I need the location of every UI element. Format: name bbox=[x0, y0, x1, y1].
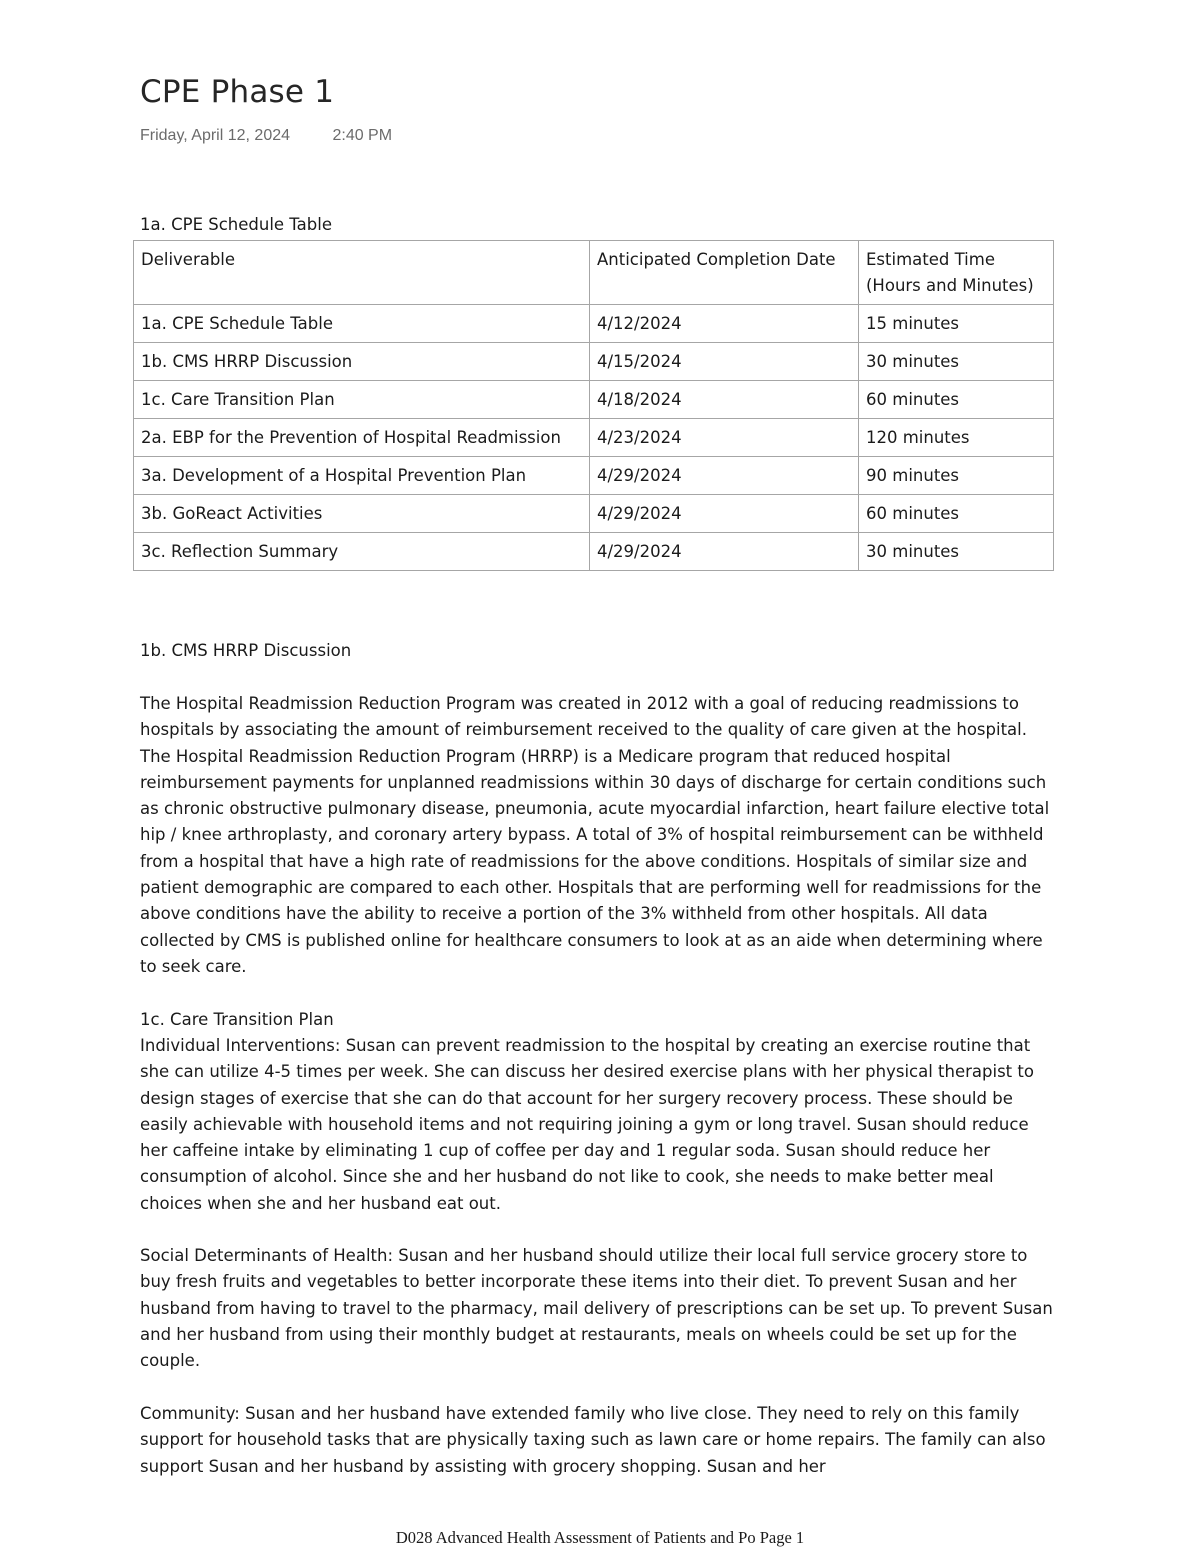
individual-interventions-paragraph: Individual Interventions: Susan can prevent readmission to the hospital by creating an exercise routine that she can utilize 4-5 times per week. She can discuss her desired exercise plans with her physical therapist to design stages of exercise that she can do that account for her surgery recovery process. These should be easily achievable with household items and not requiring joining a gym or long travel. Susan should reduce her caffeine intake by eliminating 1 cup of coffee per day and 1 regular soda. Susan should reduce her consumption of alcohol. Since she and her husband do not like to cook, she needs to make better meal choices when she and her husband eat out. bbox=[140, 1036, 1034, 1213]
hrrp-paragraph: The Hospital Readmission Reduction Program was created in 2012 with a goal of reducing readmissions to hospitals by associating the amount of reimbursement received to the quality of care given at the hospital. The Hospital Readmission Reduction Program (HRRP) is a Medicare program that reduced hospital reimbursement payments for unplanned readmissions within 30 days of discharge for certain conditions such as chronic obstructive pulmonary disease, pneumonia, acute myocardial infarction, heart failure elective total hip / knee arthroplasty, and coronary artery bypass. A total of 3% of hospital reimbursement can be withheld from a hospital that have a high rate of readmissions for the above conditions. Hospitals of similar size and patient demographic are compared to each other. Hospitals that are performing well for readmissions for the above conditions have the ability to receive a portion of the 3% withheld from other hospitals. All data collected by CMS is published online for healthcare consumers to look at as an aide when determining where to seek care. bbox=[140, 694, 1050, 976]
table-cell: 4/12/2024 bbox=[590, 305, 859, 343]
table-cell: 120 minutes bbox=[859, 419, 1054, 457]
table-cell: 30 minutes bbox=[859, 533, 1054, 571]
table-cell: 4/15/2024 bbox=[590, 343, 859, 381]
table-cell: 15 minutes bbox=[859, 305, 1054, 343]
table-cell: 4/29/2024 bbox=[590, 495, 859, 533]
table-cell: 1a. CPE Schedule Table bbox=[134, 305, 590, 343]
table-header-cell: Anticipated Completion Date bbox=[590, 241, 859, 305]
table-row bbox=[134, 495, 1054, 533]
table-row bbox=[134, 419, 1054, 457]
table-cell: 1c. Care Transition Plan bbox=[134, 381, 590, 419]
table-cell: 60 minutes bbox=[859, 381, 1054, 419]
page-time: 2:40 PM bbox=[332, 127, 393, 144]
table-cell: 4/18/2024 bbox=[590, 381, 859, 419]
hrrp-heading: 1b. CMS HRRP Discussion bbox=[140, 641, 352, 660]
page-date: Friday, April 12, 2024 bbox=[140, 127, 291, 144]
table-cell: 2a. EBP for the Prevention of Hospital Readmission bbox=[134, 419, 590, 457]
table-row bbox=[134, 381, 1054, 419]
table-cell: 1b. CMS HRRP Discussion bbox=[134, 343, 590, 381]
page-title: CPE Phase 1 bbox=[140, 74, 335, 110]
table-row bbox=[134, 533, 1054, 571]
social-determinants-paragraph: Social Determinants of Health: Susan and her husband should utilize their local full service grocery store to buy fresh fruits and vegetables to better incorporate these items into their diet. To prevent Susan and her husband from having to travel to the pharmacy, mail delivery of prescriptions can be set up. To prevent Susan and her husband from using their monthly budget at restaurants, meals on wheels could be set up for the couple. bbox=[140, 1246, 1053, 1371]
table-header-row bbox=[134, 241, 1054, 305]
care-plan-heading: 1c. Care Transition Plan bbox=[140, 1010, 334, 1029]
table-header-cell: Deliverable bbox=[134, 241, 590, 305]
schedule-caption: 1a. CPE Schedule Table bbox=[140, 215, 332, 234]
table-cell: 3b. GoReact Activities bbox=[134, 495, 590, 533]
page-meta bbox=[140, 127, 392, 145]
table-cell: 30 minutes bbox=[859, 343, 1054, 381]
table-cell: 3c. Reflection Summary bbox=[134, 533, 590, 571]
table-cell: 90 minutes bbox=[859, 457, 1054, 495]
table-row bbox=[134, 305, 1054, 343]
community-paragraph: Community: Susan and her husband have extended family who live close. They need to rely on this family support for household tasks that are physically taxing such as lawn care or home repairs. The family can also support Susan and her husband by assisting with grocery shopping. Susan and her bbox=[140, 1404, 1046, 1476]
table-cell: 3a. Development of a Hospital Prevention Plan bbox=[134, 457, 590, 495]
table-row bbox=[134, 343, 1054, 381]
page-footer: D028 Advanced Health Assessment of Patients and Po Page 1 bbox=[395, 1528, 805, 1547]
table-cell: 4/29/2024 bbox=[590, 533, 859, 571]
schedule-table bbox=[133, 240, 1054, 571]
table-cell: 4/29/2024 bbox=[590, 457, 859, 495]
table-cell: 4/23/2024 bbox=[590, 419, 859, 457]
table-row bbox=[134, 457, 1054, 495]
table-header-cell: Estimated Time (Hours and Minutes) bbox=[859, 241, 1054, 305]
table-cell: 60 minutes bbox=[859, 495, 1054, 533]
